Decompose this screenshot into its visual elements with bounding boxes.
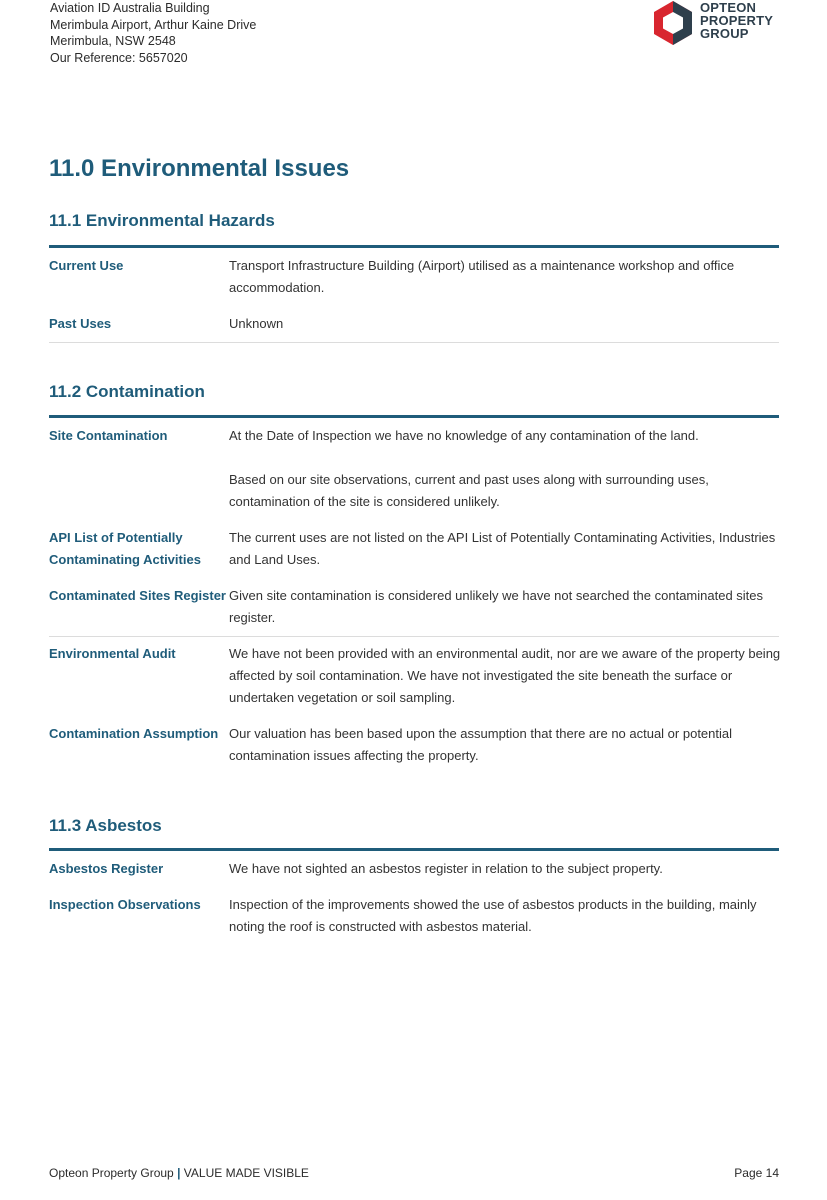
address-line: Merimbula Airport, Arthur Kaine Drive [50, 17, 257, 32]
opteon-logo [651, 0, 791, 46]
row-label: Contamination Assumption [49, 726, 219, 741]
footer-brand [49, 1166, 309, 1180]
row-label: API List of Potentially Contaminating Activities [49, 530, 201, 567]
row-value: Given site contamination is considered unlikely we have not searched the contaminated sites register. [229, 588, 764, 625]
section-end-rule [49, 342, 779, 343]
row-label: Contaminated Sites Register [49, 588, 226, 603]
row-value: The current uses are not listed on the API List of Potentially Contaminating Activities, Industries and Land Uses. [229, 530, 776, 567]
row-label: Current Use [49, 258, 124, 273]
header-address [50, 0, 256, 66]
logo-wordmark [700, 1, 773, 40]
row-divider [49, 636, 779, 637]
logo-line: OPTEON [700, 0, 757, 15]
section-heading-asbestos: 11.3 Asbestos [49, 816, 162, 835]
section-rule [49, 415, 779, 418]
footer-company: Opteon Property Group [49, 1166, 174, 1180]
page-number: Page 14 [734, 1166, 779, 1180]
address-line: Merimbula, NSW 2548 [50, 34, 176, 48]
footer-tagline: VALUE MADE VISIBLE [183, 1166, 309, 1180]
row-value: We have not been provided with an environmental audit, nor are we aware of the property being affected by soil contamination. We have not investigated the site beneath the surface or undertaken vegetation or soil sampling. [229, 646, 781, 705]
section-rule [49, 848, 779, 851]
row-label: Past Uses [49, 316, 112, 331]
row-value: We have not sighted an asbestos register in relation to the subject property. [229, 861, 663, 876]
row-value: Transport Infrastructure Building (Airport) utilised as a maintenance workshop and office accommodation. [229, 258, 735, 295]
row-label: Site Contamination [49, 428, 168, 443]
address-line: Aviation ID Australia Building [50, 1, 210, 15]
page-title: 11.0 Environmental Issues [49, 155, 350, 182]
row-value: At the Date of Inspection we have no knowledge of any contamination of the land. [229, 428, 699, 443]
section-heading-hazards: 11.1 Environmental Hazards [49, 211, 275, 230]
row-label: Asbestos Register [49, 861, 164, 876]
row-label: Environmental Audit [49, 646, 176, 661]
section-heading-contamination: 11.2 Contamination [49, 382, 205, 401]
logo-line: PROPERTY [700, 13, 774, 28]
footer-separator: | [177, 1166, 181, 1180]
row-label: Inspection Observations [49, 897, 201, 912]
row-value: Our valuation has been based upon the assumption that there are no actual or potential contamination issues affecting the property. [229, 726, 733, 763]
reference-line: Our Reference: 5657020 [50, 50, 188, 65]
row-value-continued: Based on our site observations, current and past uses along with surrounding uses, contamination of the site is considered unlikely. [229, 472, 709, 509]
logo-line: GROUP [700, 26, 749, 41]
row-value: Inspection of the improvements showed the use of asbestos products in the building, mainly noting the roof is constructed with asbestos material. [229, 897, 757, 934]
row-value: Unknown [229, 316, 284, 331]
section-rule [49, 245, 779, 248]
opteon-hexagon-icon [651, 0, 695, 46]
